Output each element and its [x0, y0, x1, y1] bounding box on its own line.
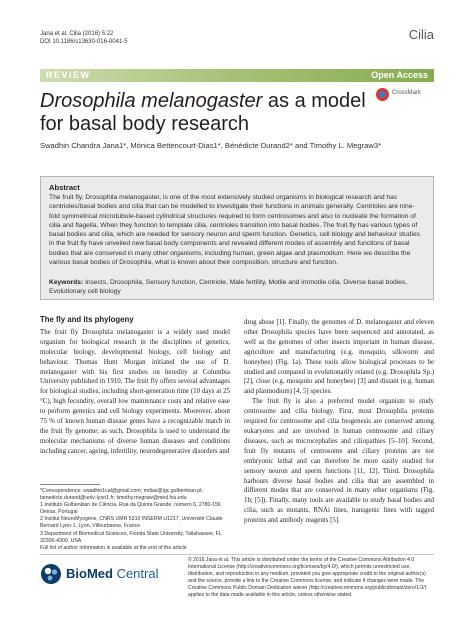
license-text: © 2016 Jana et al. This article is distributed under the terms of the Creative Commons Attribution 4.0 International License (http://creativecommons.org/licenses/by/4.0/), which permits unrestricted use, distribution, and reproduction in any medium, provided you give appropriate credit to the original author(s) and the source, provide a link to the Creative Commons license, and indicate if changes were made. The Creative Commons Public Domain Dedication waiver (http://creativecommons.org/publicdomain/zero/1.0/) applies to the data made available in this article, unless otherwise stated.: [188, 557, 427, 599]
title-rest: as a model for basal body research: [40, 90, 366, 135]
footnote-divider: [40, 484, 100, 485]
article-banner: [40, 69, 434, 82]
citation-block: [40, 30, 128, 46]
logo-light-text: Central: [112, 566, 159, 581]
footnotes: [40, 484, 230, 552]
left-column: [40, 315, 230, 457]
affiliation-2: 2 Institut NeuroMyogène, CNRS UMR 5310 INSERM U1217, Université Claude Bernard Lyon-1, Lyon, Villeurbanne, France: [40, 516, 223, 530]
biomed-central-logo[interactable]: [40, 563, 180, 587]
page-footer: [40, 554, 434, 599]
section-title: The fly and its phylogeny: [40, 315, 134, 324]
affiliation-3: 3 Department of Biomedical Sciences, Florida State University, Tallahassee, FL 32306-4300, USA: [40, 530, 222, 544]
crossmark-button[interactable]: [376, 88, 434, 102]
keywords-block: [49, 278, 425, 297]
left-column-text: The fruit fly Drosophila melanogaster is a widely used model organism for biological research in the disciplines of genetics, molecular biology, developmental biology, cell biology and behaviour. Thomas Hunt Morgan initiated the use of D. melanogaster with his first studies on heredity at Columbia University published in 1910. The fruit fly offers several advantages for biological studies, including short-generation time (10 days at 25 °C), high fecundity, overall low maintenance costs and relative ease to perform genetics and cell biology experiments. Moreover, about 75 % of known human disease genes have a recognizable match in the fruit fly genome; as such, Drosophila is used to understand the molecular mechanisms of diverse human diseases and conditions including cancer, ageing, infertility, neurodegenerative disorders and: [40, 328, 230, 455]
abstract-box: [40, 176, 434, 300]
journal-name: Cilia: [408, 27, 434, 42]
doi-link[interactable]: DOI 10.1186/s13630-016-0041-5: [40, 39, 128, 45]
correspondence-note: *Correspondence: swadhin1cal@gmail.com; mdias@igc.gulbenkian.pt; benedicte.durand@univ-lyon1.fr; timothy.megraw@med.fsu.edu: [40, 488, 204, 502]
abstract-text: The fruit fly, Drosophila melanogaster, is one of the most extensively studied organisms in biological research and has centrioles/basal bodies and cilia that can be modelled to investigate their functions in animals generally. Centrioles are nine-fold symmetrical microtubule-based cylindrical structures required to form centrosomes and also to nucleate the formation of cilia and flagella. When they function to template cilia, centrioles transition into basal bodies. The fruit fly has various types of basal bodies and cilia, which are needed for sensory neuron and sperm function. Genetics, cell biology and behaviour studies in the fruit fly have unveiled new basal body components and revealed different modes of assembly and functions of basal bodies that are conserved in many other organisms, including human, green algae and plasmodium. Here we describe the various basal bodies of Drosophila, what is known about their composition, structure and function.: [49, 194, 421, 267]
logo-bold-text: BioMed: [66, 566, 113, 581]
article-title: [40, 90, 380, 136]
right-column: [244, 318, 434, 526]
citation-line: Jana et al. Cilia (2016) 5:22: [40, 31, 114, 37]
affiliation-1: 1 Instituto Gulbenkian de Ciência, Rua da Quinta Grande, número 6, 2780-156 Oeiras, Portugal: [40, 502, 221, 516]
right-column-paragraph-1: drug abuse [1]. Finally, the genomes of D. melanogaster and eleven other Drosophila species have been sequenced and annotated, as well as the genomes of other insects important in human disease, agriculture and manufacturing (e.g. mosquito, silkworm and honeybee) (Fig. 1a). These tools allow biological processes to be studied and compared in evolutionarily related (e.g. Drosophila Sp.) [2], close (e.g. mosquito and honeybee) [3] and distant (e.g. human and plasmodium) [4, 5] species.: [244, 319, 434, 396]
biomed-central-logo-icon: [40, 563, 62, 585]
keywords-text: Insects, Drosophila, Sensory function, Centriole, Male fertility, Motile and immotile cilia, Diverse basal bodies, Evolutionary cell biology: [49, 279, 408, 296]
author-list: Swadhin Chandra Jana1*, Mónica Bettencourt-Dias1*, Bénédicte Durand2* and Timothy L. Megraw3*: [40, 141, 382, 150]
crossmark-label: CrossMark: [392, 90, 422, 96]
author-info-note: Full list of author information is available at the end of the article: [40, 544, 187, 551]
biomed-central-wordmark: [66, 566, 158, 581]
title-species: Drosophila melanogaster: [40, 90, 263, 112]
crossmark-icon: [376, 88, 389, 101]
right-column-paragraph-2: The fruit fly is also a preferred model organism to study centrosome and cilia biology. First, most Drosophila proteins required for centrosome and cilia biogenesis are conserved among eukaryotes and are involved in human centrosome and ciliary diseases, such as microcephalies and ciliopathies [5–10]. Second, fruit fly mutants of centrosome and ciliary proteins are not embryonic lethal and can therefore be more easily studied for sensory neuron and sperm functions [11, 12]. Third, Drosophila harbours diverse basal bodies and cilia that are assembled in different modes that are conserved in many other organisms (Fig. 1b; [5]). Finally, many tools are available to study basal bodies and cilia, such as mutants, RNAi lines, transgenic lines with tagged proteins and antibody reagents [5].: [244, 398, 434, 525]
keywords-label: Keywords:: [49, 279, 84, 286]
article-type-label: REVIEW: [46, 70, 91, 80]
abstract-heading: Abstract: [49, 183, 80, 192]
open-access-label: Open Access: [371, 70, 428, 80]
